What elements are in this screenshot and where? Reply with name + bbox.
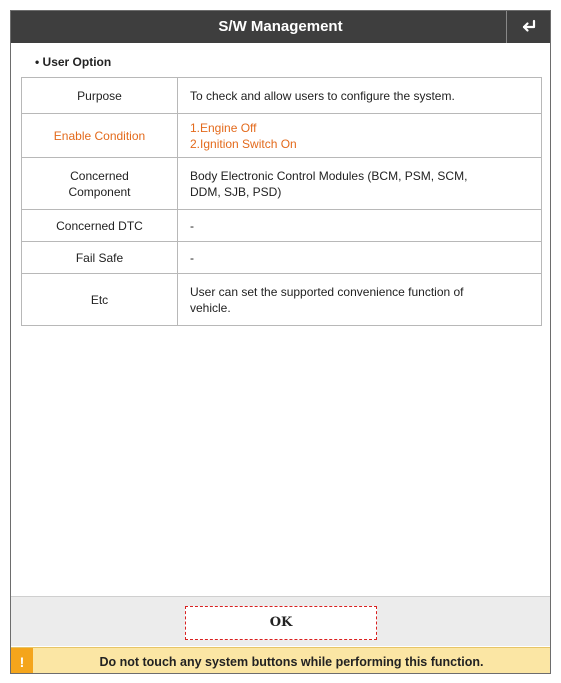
enable-condition-line-2: 2.Ignition Switch On xyxy=(190,136,297,151)
ok-button[interactable]: OK xyxy=(185,606,377,640)
window-title: S/W Management xyxy=(218,18,343,35)
warning-bar xyxy=(11,647,550,674)
button-area xyxy=(11,596,550,646)
etc-line-2: vehicle. xyxy=(190,300,231,315)
title-bar xyxy=(11,11,550,43)
table-row-fail-safe xyxy=(22,242,542,274)
concerned-component-line-2: DDM, SJB, PSD) xyxy=(190,184,282,199)
concerned-component-label xyxy=(22,158,178,210)
back-button[interactable] xyxy=(506,11,550,43)
warning-text: Do not touch any system buttons while performing this function. xyxy=(99,655,484,669)
etc-value xyxy=(178,274,542,326)
concerned-dtc-label: Concerned DTC xyxy=(22,210,178,242)
concerned-component-line-1: Body Electronic Control Modules (BCM, PSM, SCM, xyxy=(190,168,468,183)
concerned-component-value xyxy=(178,158,542,210)
sw-management-window xyxy=(10,10,551,674)
table-row-concerned-component xyxy=(22,158,542,210)
etc-line-1: User can set the supported convenience function of xyxy=(190,284,464,299)
enable-condition-label: Enable Condition xyxy=(22,114,178,158)
warning-icon: ! xyxy=(11,648,33,674)
table-row-concerned-dtc xyxy=(22,210,542,242)
enable-condition-value xyxy=(178,114,542,158)
table-row-purpose xyxy=(22,78,542,114)
info-table xyxy=(21,77,542,326)
table-row-enable-condition xyxy=(22,114,542,158)
concerned-component-label-line-1: Concerned xyxy=(70,168,129,183)
enable-condition-line-1: 1.Engine Off xyxy=(190,120,257,135)
fail-safe-value: - xyxy=(178,242,542,274)
purpose-label: Purpose xyxy=(22,78,178,114)
purpose-value: To check and allow users to configure the system. xyxy=(178,78,542,114)
table-row-etc xyxy=(22,274,542,326)
concerned-component-label-line-2: Component xyxy=(68,184,131,199)
return-arrow-icon xyxy=(520,19,538,35)
concerned-dtc-value: - xyxy=(178,210,542,242)
section-heading: • User Option xyxy=(35,55,112,69)
etc-label: Etc xyxy=(22,274,178,326)
fail-safe-label: Fail Safe xyxy=(22,242,178,274)
